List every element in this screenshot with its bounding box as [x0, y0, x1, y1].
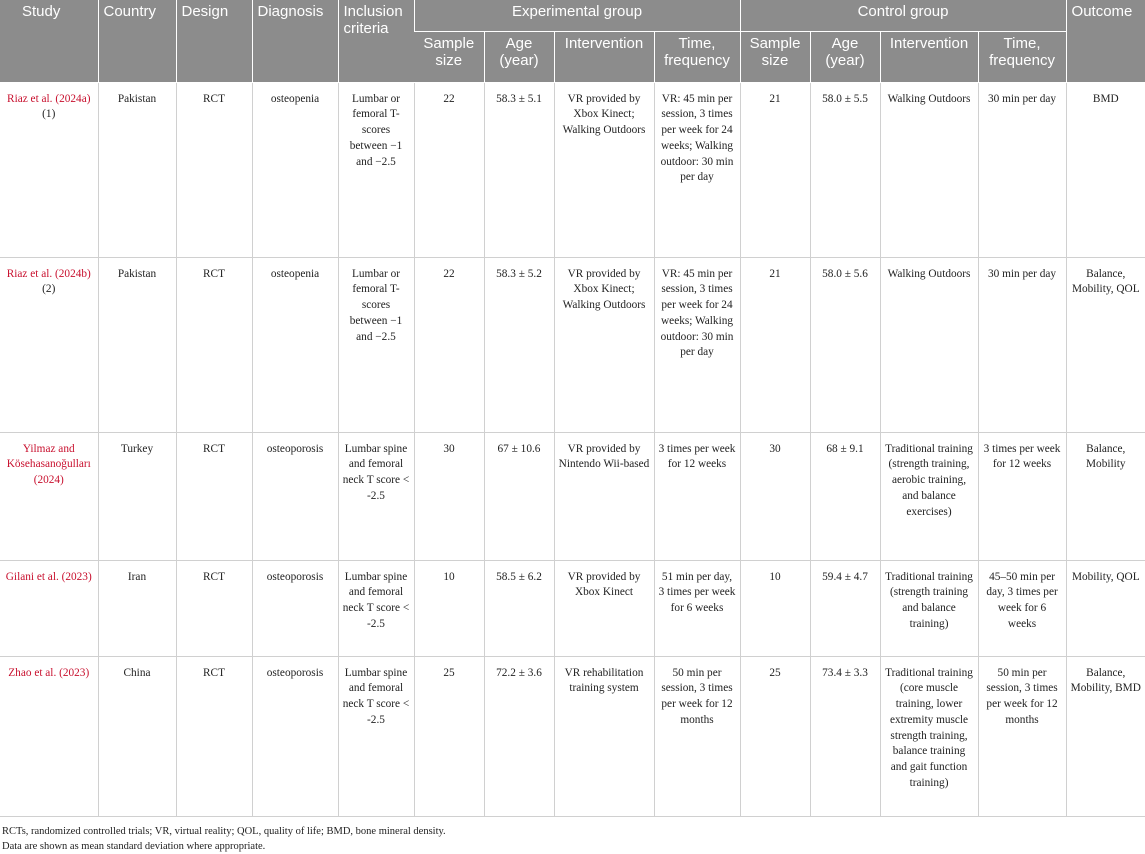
exp-time-cell: VR: 45 min per session, 3 times per week for 24 weeks; Walking outdoor: 30 min per day: [654, 82, 740, 257]
header-country: Country: [98, 0, 176, 82]
header-exp-time-frequency: Time, frequency: [654, 31, 740, 82]
abbreviations-note: RCTs, randomized controlled trials; VR, virtual reality; QOL, quality of life; BMD, bone mineral density.: [2, 825, 446, 837]
table-row: [0, 560, 1145, 656]
study-cell: [0, 432, 98, 560]
header-ctl-sample-size: Sample size: [740, 31, 810, 82]
header-ctl-age: Age (year): [810, 31, 880, 82]
study-cell: [0, 560, 98, 656]
diagnosis-cell: osteopenia: [252, 257, 338, 432]
ctl-time-cell: 30 min per day: [978, 257, 1066, 432]
exp-sample-size-cell: 30: [414, 432, 484, 560]
header-ctl-time-frequency: Time, frequency: [978, 31, 1066, 82]
exp-time-cell: 51 min per day, 3 times per week for 6 weeks: [654, 560, 740, 656]
table-body: [0, 82, 1145, 816]
ctl-age-cell: 68 ± 9.1: [810, 432, 880, 560]
study-cell: [0, 257, 98, 432]
header-outcome: Outcome: [1066, 0, 1145, 82]
data-format-note: Data are shown as mean standard deviation where appropriate.: [2, 840, 266, 852]
design-cell: RCT: [176, 432, 252, 560]
study-citation-link[interactable]: Yilmaz and Kösehasanoğulları (2024): [6, 442, 91, 487]
outcome-cell: Balance, Mobility, QOL: [1066, 257, 1145, 432]
diagnosis-cell: osteoporosis: [252, 432, 338, 560]
diagnosis-cell: osteoporosis: [252, 560, 338, 656]
design-cell: RCT: [176, 656, 252, 816]
ctl-age-cell: 58.0 ± 5.6: [810, 257, 880, 432]
diagnosis-cell: osteopenia: [252, 82, 338, 257]
ctl-intervention-cell: Traditional training (core muscle training, lower extremity muscle strength training, balance training and gait function training): [880, 656, 978, 816]
study-citation-link[interactable]: Zhao et al. (2023): [8, 666, 90, 679]
diagnosis-cell: osteoporosis: [252, 656, 338, 816]
table-row: [0, 656, 1145, 816]
study-ref-number: (1): [42, 108, 56, 121]
country-cell: China: [98, 656, 176, 816]
country-cell: Pakistan: [98, 82, 176, 257]
header-exp-age: Age (year): [484, 31, 554, 82]
exp-intervention-cell: VR provided by Nintendo Wii-based: [554, 432, 654, 560]
country-cell: Iran: [98, 560, 176, 656]
design-cell: RCT: [176, 257, 252, 432]
exp-time-cell: 3 times per week for 12 weeks: [654, 432, 740, 560]
exp-sample-size-cell: 10: [414, 560, 484, 656]
design-cell: RCT: [176, 560, 252, 656]
ctl-sample-size-cell: 30: [740, 432, 810, 560]
ctl-intervention-cell: Walking Outdoors: [880, 257, 978, 432]
outcome-cell: BMD: [1066, 82, 1145, 257]
exp-sample-size-cell: 22: [414, 257, 484, 432]
outcome-cell: Balance, Mobility: [1066, 432, 1145, 560]
exp-intervention-cell: VR provided by Xbox Kinect; Walking Outdoors: [554, 257, 654, 432]
study-cell: [0, 82, 98, 257]
outcome-cell: Balance, Mobility, BMD: [1066, 656, 1145, 816]
inclusion-cell: Lumbar spine and femoral neck T score < -2.5: [338, 560, 414, 656]
table-row: [0, 432, 1145, 560]
header-experimental-group: Experimental group: [414, 0, 740, 31]
header-control-group: Control group: [740, 0, 1066, 31]
inclusion-cell: Lumbar or femoral T-scores between −1 and −2.5: [338, 257, 414, 432]
ctl-intervention-cell: Walking Outdoors: [880, 82, 978, 257]
exp-intervention-cell: VR provided by Xbox Kinect; Walking Outdoors: [554, 82, 654, 257]
study-citation-link[interactable]: Riaz et al. (2024a): [7, 92, 91, 105]
study-citation-link[interactable]: Riaz et al. (2024b): [6, 267, 91, 280]
table-footnotes: [0, 817, 1145, 854]
header-design: Design: [176, 0, 252, 82]
country-cell: Turkey: [98, 432, 176, 560]
ctl-time-cell: 3 times per week for 12 weeks: [978, 432, 1066, 560]
inclusion-cell: Lumbar spine and femoral neck T score < -2.5: [338, 656, 414, 816]
ctl-intervention-cell: Traditional training (strength training and balance training): [880, 560, 978, 656]
ctl-time-cell: 30 min per day: [978, 82, 1066, 257]
exp-sample-size-cell: 25: [414, 656, 484, 816]
header-diagnosis: Diagnosis: [252, 0, 338, 82]
table-row: [0, 257, 1145, 432]
ctl-time-cell: 50 min per session, 3 times per week for 12 months: [978, 656, 1066, 816]
exp-age-cell: 72.2 ± 3.6: [484, 656, 554, 816]
outcome-cell: Mobility, QOL: [1066, 560, 1145, 656]
inclusion-cell: Lumbar or femoral T-scores between −1 and −2.5: [338, 82, 414, 257]
header-inclusion-criteria: Inclusion criteria: [338, 0, 414, 82]
ctl-age-cell: 73.4 ± 3.3: [810, 656, 880, 816]
ctl-time-cell: 45–50 min per day, 3 times per week for 6 weeks: [978, 560, 1066, 656]
ctl-sample-size-cell: 10: [740, 560, 810, 656]
exp-age-cell: 67 ± 10.6: [484, 432, 554, 560]
exp-intervention-cell: VR provided by Xbox Kinect: [554, 560, 654, 656]
exp-time-cell: VR: 45 min per session, 3 times per week for 24 weeks; Walking outdoor: 30 min per day: [654, 257, 740, 432]
study-ref-number: (2): [42, 283, 56, 296]
ctl-sample-size-cell: 25: [740, 656, 810, 816]
design-cell: RCT: [176, 82, 252, 257]
exp-time-cell: 50 min per session, 3 times per week for 12 months: [654, 656, 740, 816]
table-header: [0, 0, 1145, 82]
inclusion-cell: Lumbar spine and femoral neck T score < -2.5: [338, 432, 414, 560]
exp-age-cell: 58.3 ± 5.2: [484, 257, 554, 432]
exp-age-cell: 58.3 ± 5.1: [484, 82, 554, 257]
country-cell: Pakistan: [98, 257, 176, 432]
header-exp-intervention: Intervention: [554, 31, 654, 82]
table-row: [0, 82, 1145, 257]
header-exp-sample-size: Sample size: [414, 31, 484, 82]
header-study: Study: [0, 0, 98, 82]
exp-age-cell: 58.5 ± 6.2: [484, 560, 554, 656]
ctl-sample-size-cell: 21: [740, 257, 810, 432]
ctl-intervention-cell: Traditional training (strength training, aerobic training, and balance exercises): [880, 432, 978, 560]
study-citation-link[interactable]: Gilani et al. (2023): [5, 570, 92, 583]
ctl-sample-size-cell: 21: [740, 82, 810, 257]
ctl-age-cell: 58.0 ± 5.5: [810, 82, 880, 257]
exp-intervention-cell: VR rehabilitation training system: [554, 656, 654, 816]
exp-sample-size-cell: 22: [414, 82, 484, 257]
study-cell: [0, 656, 98, 816]
header-ctl-intervention: Intervention: [880, 31, 978, 82]
ctl-age-cell: 59.4 ± 4.7: [810, 560, 880, 656]
